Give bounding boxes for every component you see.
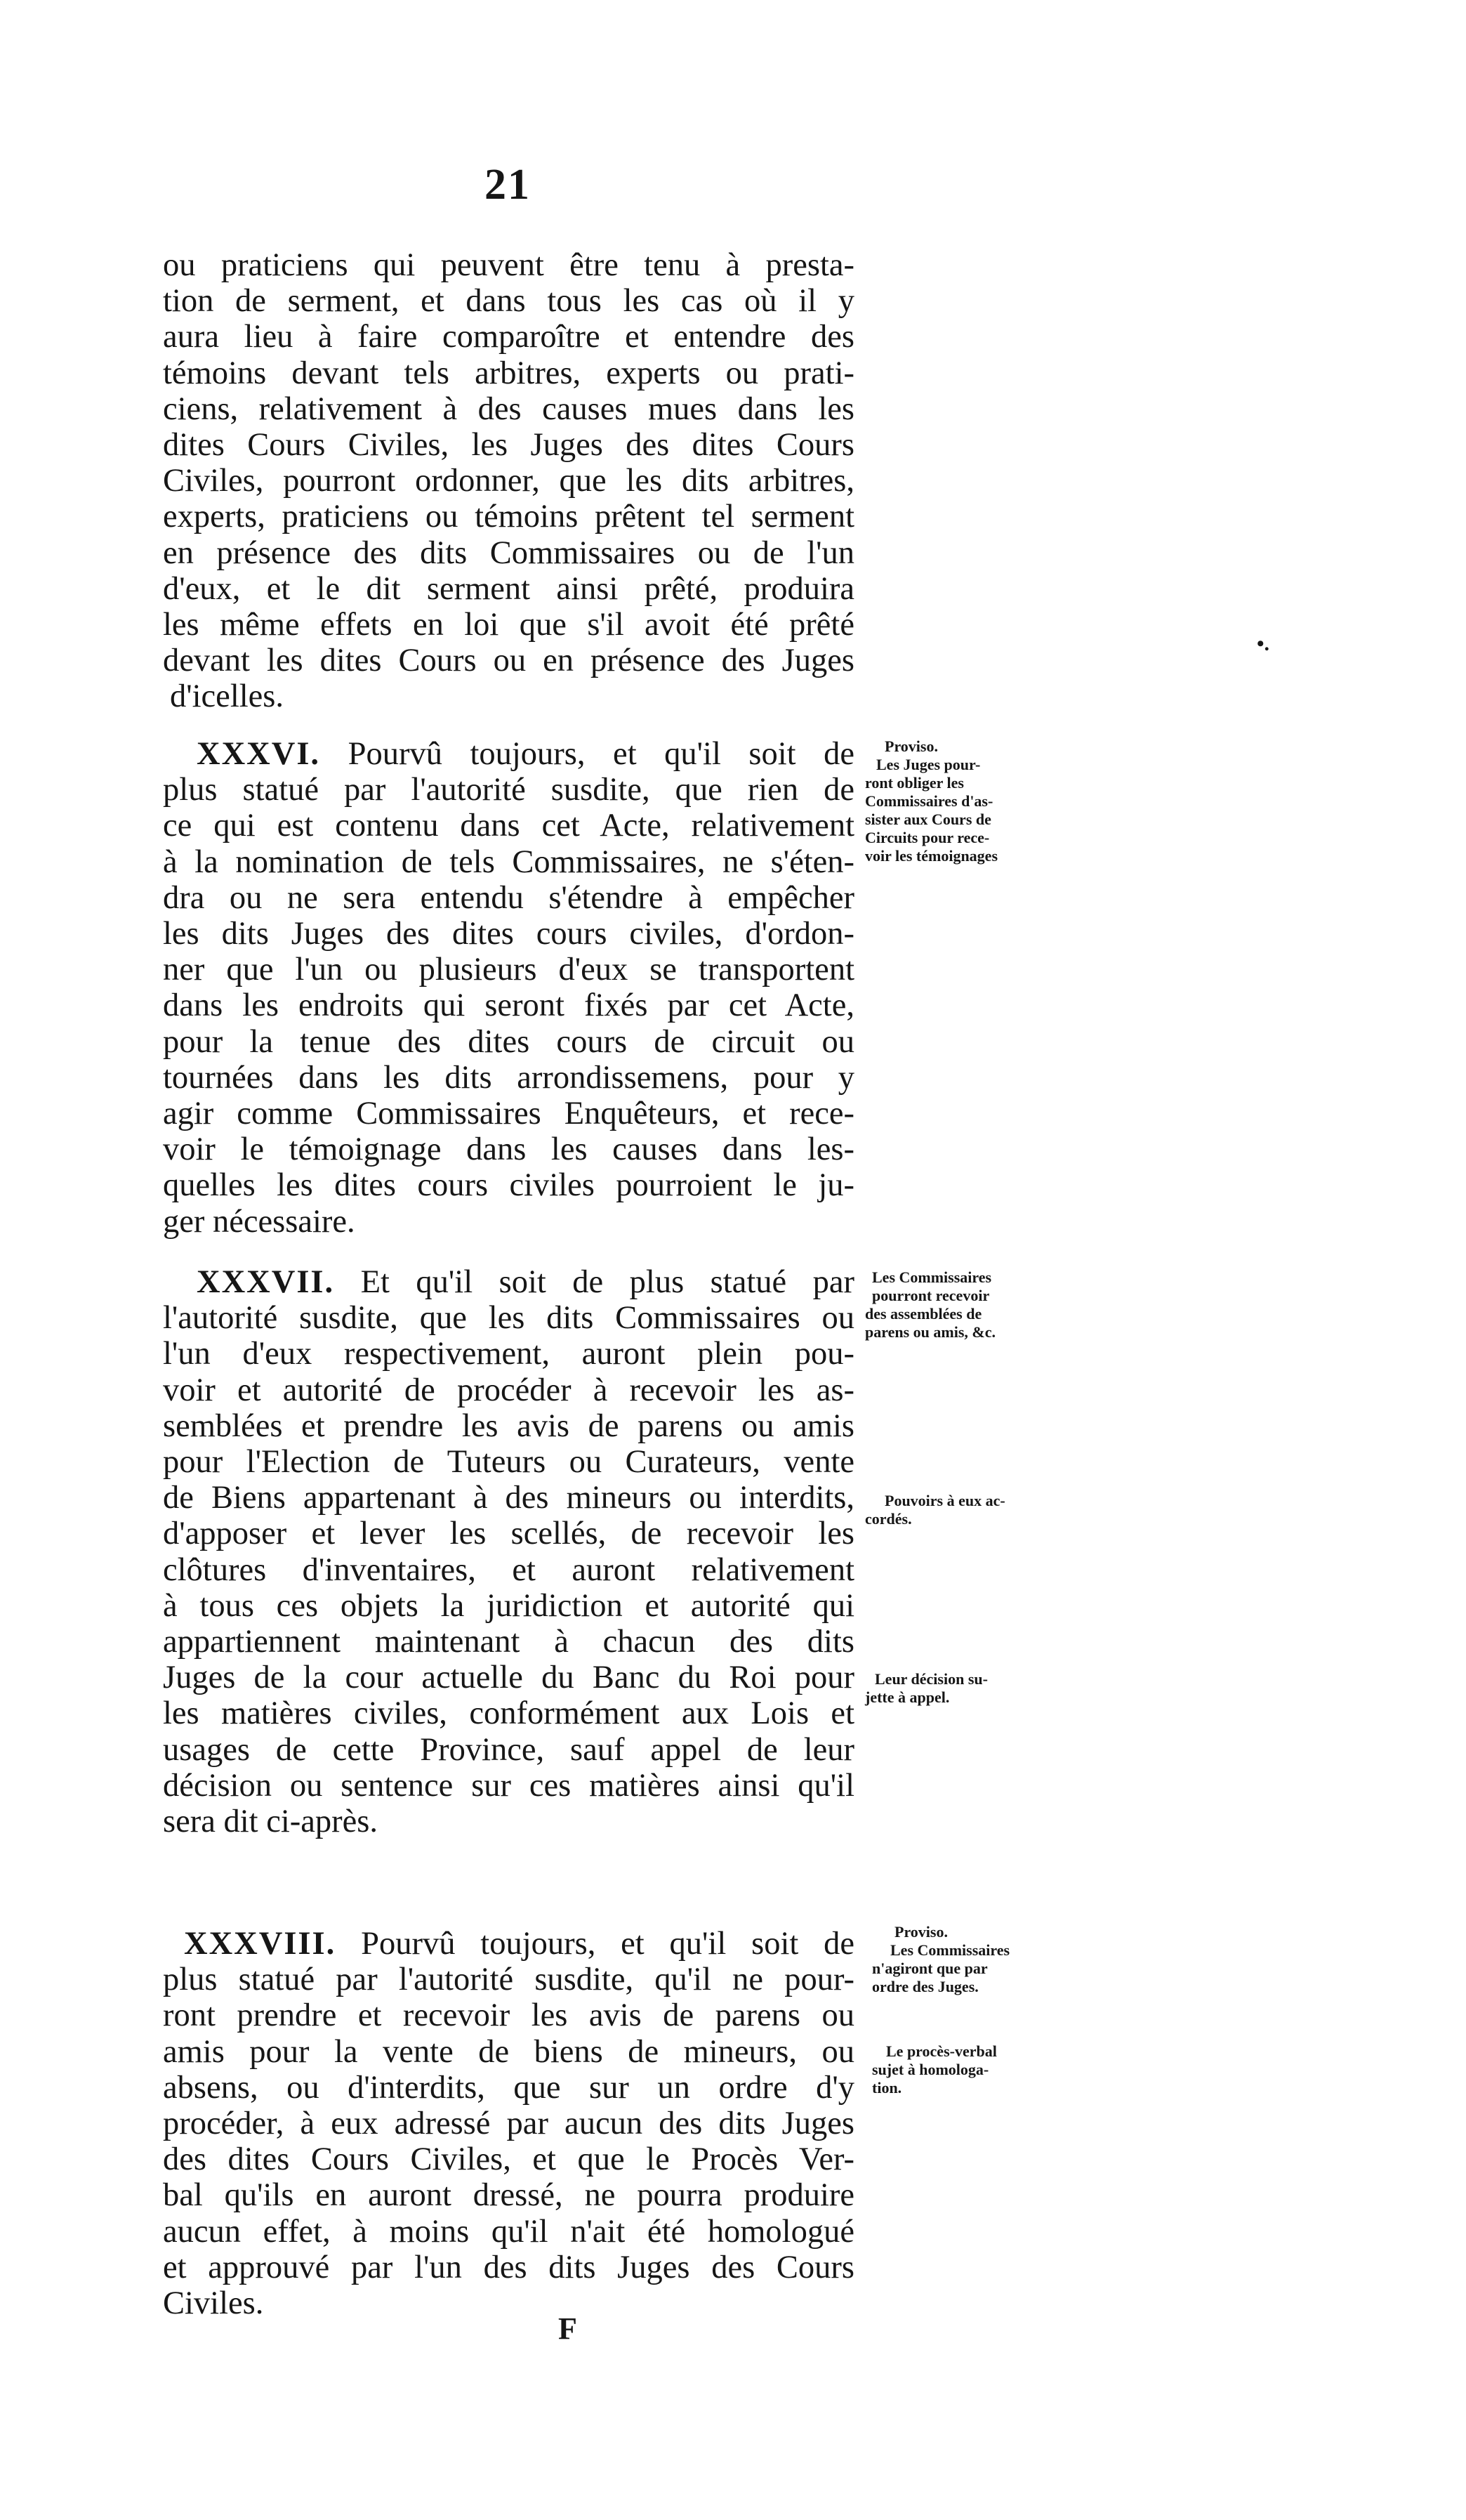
margin-note-proviso-38 [865,1923,1069,1996]
margin-note-line: voir les témoignages [865,847,998,865]
margin-note-line: Proviso. [885,737,938,755]
text-line: voir le témoignage dans les causes dans les- [163,1131,854,1168]
text-line: à tous ces objets la juridiction et autorité qui [163,1587,854,1624]
margin-note-pouvoirs [865,1492,1069,1528]
text-line: l'un d'eux respectivement, auront plein pou- [163,1336,854,1372]
text-line: procéder, à eux adressé par aucun des dits Juges [163,2106,854,2142]
margin-note-line: Les Commissaires [872,1268,992,1286]
text-line: plus statué par l'autorité susdite, qu'il ne pour- [163,1962,854,1998]
article-37 [163,1264,854,1839]
text-line: plus statué par l'autorité susdite, que rien de [163,772,854,808]
margin-note-line: ordre des Juges. [872,1978,979,1995]
text-line: Civiles, pourront ordonner, que les dits arbitres, [163,463,854,499]
margin-note-commissaires-assemblees [865,1268,1069,1341]
text-line: aura lieu à faire comparoître et entendre des [163,319,854,355]
text-line: ront prendre et recevoir les avis de parens ou [163,1997,854,2034]
text-line: ciens, relativement à des causes mues dans les [163,391,854,427]
margin-note-line: parens ou amis, &c. [865,1323,996,1341]
article-number: XXXVI. [197,736,321,772]
text-line: ce qui est contenu dans cet Acte, relativement [163,808,854,844]
text-line: tournées dans les dits arrondissemens, pour y [163,1059,854,1096]
text-line: d'icelles. [170,678,284,715]
article-first-line-text: Pourvû toujours, et qu'il soit de [361,1926,854,1962]
page-number: 21 [484,161,531,209]
text-line: les matières civiles, conformément aux Lois et [163,1695,854,1732]
text-line: d'apposer et lever les scellés, de recevoir les [163,1516,854,1552]
margin-note-line: Les Commissaires [890,1941,1010,1959]
text-line: en présence des dits Commissaires ou de l'un [163,534,854,571]
text-line: sera dit ci-après. [163,1804,378,1840]
article-number: XXXVIII. [184,1926,336,1962]
text-line: et approuvé par l'un des dits Juges des Cours [163,2249,854,2285]
margin-note-line: tion. [872,2079,902,2096]
text-line: des dites Cours Civiles, et que le Procès Ver- [163,2141,854,2178]
text-line: ou praticiens qui peuvent être tenu à presta- [163,247,854,283]
margin-note-line: Les Juges pour- [876,756,981,773]
text-line: dra ou ne sera entendu s'étendre à empêcher [163,879,854,916]
continuation-paragraph [163,247,854,715]
text-line: de Biens appartenant à des mineurs ou interdits, [163,1480,854,1516]
text-line: dans les endroits qui seront fixés par cet Acte, [163,987,854,1024]
text-line: amis pour la vente de biens de mineurs, ou [163,2033,854,2070]
text-line: voir et autorité de procéder à recevoir les as- [163,1372,854,1408]
article-38 [163,1926,854,2321]
article-first-line [163,1264,854,1300]
margin-note-proces-verbal [865,2042,1069,2097]
signature-mark: F [558,2311,577,2346]
margin-note-line: ront obliger les [865,774,964,792]
text-line: semblées et prendre les avis de parens ou amis [163,1407,854,1444]
article-first-line-text: Pourvû toujours, et qu'il soit de [348,736,855,772]
speck-mark: •. [1257,632,1270,655]
margin-note-line: Leur décision su- [875,1670,988,1688]
text-line: bal qu'ils en auront dressé, ne pourra produire [163,2177,854,2214]
margin-note-line: Circuits pour rece- [865,829,990,846]
text-line: les même effets en loi que s'il avoit été prêté [163,607,854,643]
margin-note-line: Proviso. [894,1923,948,1941]
text-line: Civiles. [163,2285,264,2322]
text-line: quelles les dites cours civiles pourroient le ju- [163,1167,854,1204]
margin-note-line: sister aux Cours de [865,811,991,828]
text-line: pour l'Election de Tuteurs ou Curateurs, vente [163,1444,854,1481]
text-line: à la nomination de tels Commissaires, ne s'éten- [163,844,854,880]
margin-note-appel [865,1670,1069,1707]
article-number: XXXVII. [197,1264,335,1300]
article-first-line-text: Et qu'il soit de plus statué par [360,1264,854,1300]
margin-note-line: cordés. [865,1510,912,1528]
text-line: experts, praticiens ou témoins prêtent tel serment [163,499,854,535]
text-line: dites Cours Civiles, les Juges des dites Cours [163,427,854,464]
text-line: appartiennent maintenant à chacun des dits [163,1624,854,1660]
text-line: usages de cette Province, sauf appel de leur [163,1731,854,1768]
margin-note-line: Le procès-verbal [886,2042,997,2060]
margin-note-line: Commissaires d'as- [865,792,993,810]
text-line: les dits Juges des dites cours civiles, d'ordon- [163,916,854,952]
text-line: devant les dites Cours ou en présence des Juges [163,643,854,679]
text-line: témoins devant tels arbitres, experts ou prati- [163,355,854,391]
article-first-line [163,1926,854,1962]
margin-note-line: des assemblées de [865,1305,982,1323]
article-36 [163,736,854,1240]
margin-note-line: sujet à homologa- [872,2061,989,2078]
text-line: d'eux, et le dit serment ainsi prêté, produira [163,570,854,607]
text-line: Juges de la cour actuelle du Banc du Roi pour [163,1660,854,1696]
article-first-line [163,736,854,772]
margin-note-line: pourront recevoir [872,1287,990,1304]
text-line: ger nécessaire. [163,1203,355,1240]
margin-note-line: n'agiront que par [872,1960,988,1977]
text-line: absens, ou d'interdits, que sur un ordre d'y [163,2069,854,2106]
text-line: pour la tenue des dites cours de circuit ou [163,1023,854,1060]
text-line: ner que l'un ou plusieurs d'eux se transportent [163,952,854,988]
text-line: décision ou sentence sur ces matières ainsi qu'il [163,1767,854,1804]
text-line: aucun effet, à moins qu'il n'ait été homologué [163,2213,854,2250]
margin-note-line: Pouvoirs à eux ac- [885,1492,1005,1509]
margin-note-proviso-36 [865,737,1069,865]
text-line: agir comme Commissaires Enquêteurs, et rece- [163,1096,854,1132]
text-line: clôtures d'inventaires, et auront relativement [163,1551,854,1588]
text-line: tion de serment, et dans tous les cas où il y [163,283,854,320]
margin-note-line: jette à appel. [865,1688,950,1706]
text-line: l'autorité susdite, que les dits Commissaires ou [163,1300,854,1337]
